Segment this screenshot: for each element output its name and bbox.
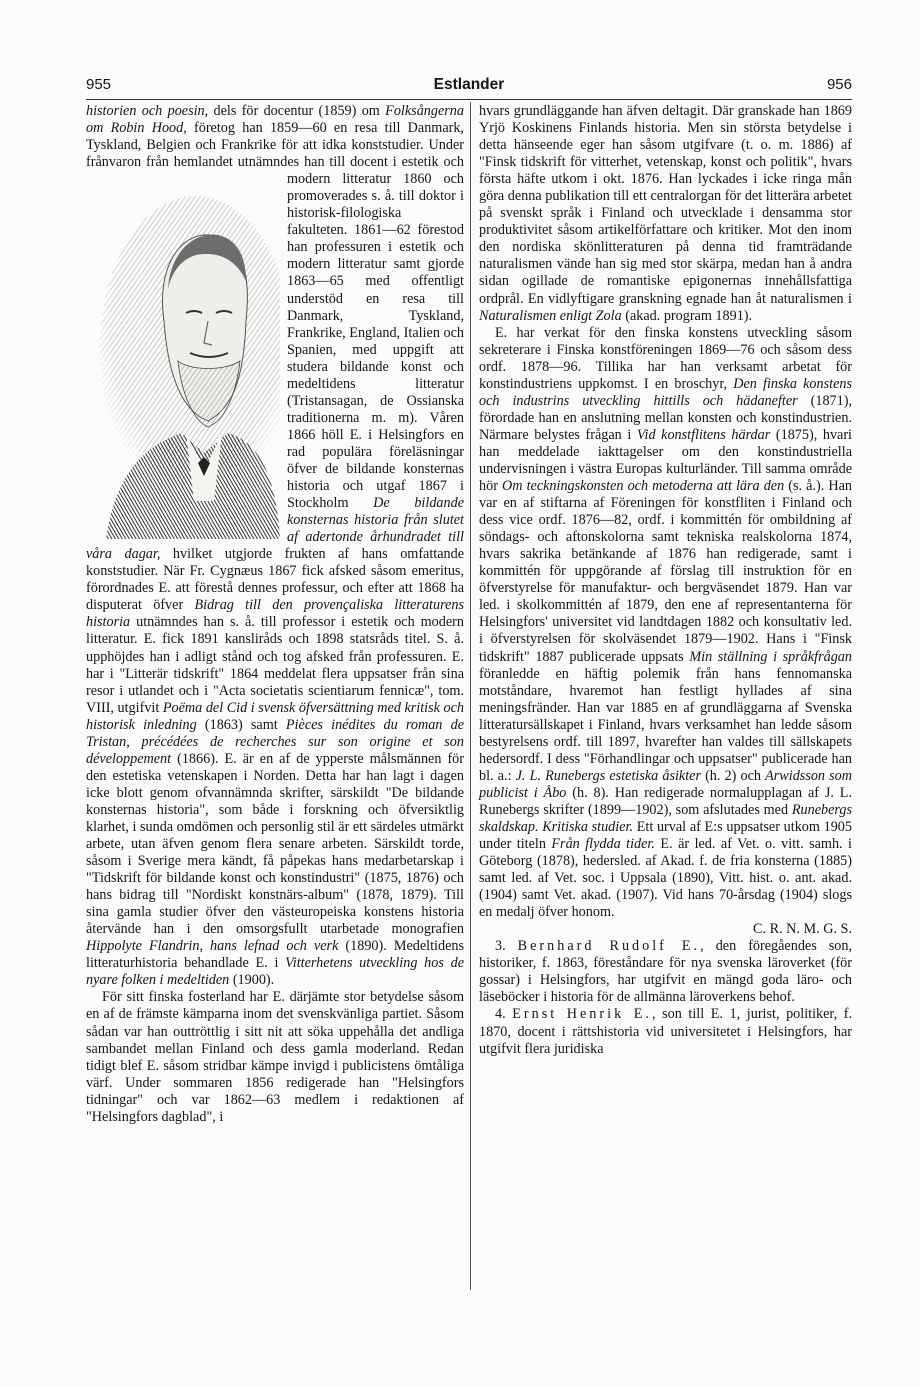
body-text: hvilket utgjorde frukten af hans omfattande konststudier. När Fr. Cygnæus 1867 fick afsked såsom emeritus, förordnades E. att förestå dennes professur, och efter att 1868 ha disputerat öfver	[86, 546, 465, 614]
right-paragraph-4	[479, 1006, 852, 1057]
body-text: (1900).	[229, 972, 275, 989]
body-text: E. har verkat för den finska konstens utveckling såsom sekreterare i Finska konstföreningen 1869—76 och såsom dess ordf. 1878—96. Tillika har han verksamt arbetat för konstindustriens uppkomst. I en broschyr,	[479, 324, 852, 392]
right-column	[479, 103, 852, 1058]
body-text: modern litteratur 1860 och promoverades s. å. till doktor i historisk-filologiska fakulteten. 1861—62 förestod han professuren i estetik och modern litteratur samt gjorde 1863—65 med offentligt understöd en resa till Danmark, Tyskland, Frankrike, England, Italien och Spanien, med uppgift att studera bildande konst och medeltidens litteratur (Tristansagan, de Ossianska traditionerna m. m). Våren 1866 höll E. i Helsingfors en rad populära föreläsningar öfver de bildande konsternas historia och utgaf 1867 i Stockholm	[287, 171, 464, 512]
work-title: Poëma del Cid i svensk öfversättning med kritisk och historisk inledning	[86, 699, 464, 733]
work-title: Om teckningskonsten och metoderna att lära den	[502, 478, 785, 495]
author-signature: C. R. N. M. G. S.	[753, 921, 852, 938]
body-text: (h. 8). Han redigerade normalupplagan af J. L. Runebergs skrifter (1899—1902), som afslutades med	[479, 784, 852, 818]
body-text: (1866). E. är en af de ypperste målsmännen för den estetiska vetenskapen i Norden. Detta har han lagt i dagen icke blott genom ofvannämnda skrifter, särskildt "De bildande konsternas historia", som både i forskning och öfversiktlig klarhet, i sunda omdömen och personlig stil är ett särdeles utmärkt arbete, utan äfven genom flera senare arbeten. Särskildt torde, såsom i Sverige mera kändt, få påpekas hans medarbetarskap i "Tidskrift för bildande konst och konstindustri" (1875, 1876) och hans bidrag till "Nordiskt konstnärs-album" (1878, 1879). Till sina gamla studier öfver den västeuropeiska konstens historia återvände han i den omsorgsfullt utarbetade monografien	[86, 750, 464, 938]
body-text: (1863) samt	[196, 716, 286, 733]
page-number-left: 955	[86, 76, 112, 93]
body-text: (h. 2) och	[700, 767, 766, 784]
left-paragraph-1	[86, 103, 464, 989]
left-paragraph-2: För sitt finska fosterland har E. därjämte stor betydelse såsom en af de främste kämparna inom det svenskvänliga partiet. Såsom sådan var han outtröttlig i sitt nit att söka uppehålla det andliga sambandet mellan Finland och dess gamla moderland. Redan tidigt blef E. såsom stridbar kämpe invigd i publicistens ömtåliga värf. Under sommaren 1856 redigerade han "Helsingfors tidningar" och var 1862—63 medlem i redaktionen af "Helsingfors dagblad", i	[86, 989, 464, 1125]
right-paragraph-3	[479, 938, 852, 1006]
page-title: Estlander	[433, 76, 505, 93]
body-text: (1871), förordade han en anslutning mellan konsten och konstindustrien. Närmare belystes frågan i	[479, 392, 853, 443]
body-text: Ett urval af E:s uppsatser utkom 1905 under titeln	[479, 818, 852, 853]
entry-number: 3.	[495, 938, 518, 955]
body-text: utnämndes han s. å. till professor i estetik och modern litteratur. E. fick 1891 kansliråds och 1898 statsråds titel. S. å. upphöjdes han i adligt stånd och tog afsked från professuren. E. har i "Litterär tidskrift" 1864 meddelat flera uppsatser från sina resor i utlandet och i "Acta societatis scientiarum fennicæ", tom. VIII, utgifvit	[86, 614, 464, 716]
body-text: E. är led. af Vet. o. vitt. samh. i Göteborg (1878), hedersled. af Akad. f. de fria konsterna (1885) samt led. af Vet. soc. i Uppsala (1890), Vitt. hist. o. ant. akad. (1904) samt Vet. akad. (1907). Vid hans 70-årsdag (1904) slogs en medalj öfver honom.	[479, 836, 852, 921]
body-text: (1890). Medeltidens litteraturhistoria behandlade E. i	[86, 938, 464, 972]
page-header	[86, 74, 852, 96]
work-title: Från flydda tider.	[551, 836, 655, 853]
portrait-image	[86, 171, 280, 539]
work-title: Min ställning i språkfrågan	[689, 648, 852, 665]
work-title: Bidrag till den provençaliska litteraturens historia	[86, 597, 464, 631]
left-column	[86, 103, 464, 1126]
body-text: (s. å.). Han var en af stiftarna af Föreningen för konstfliten i Finland och dess vice ordf. 1876—82, ordf. i kommittén för ombildning af söndags- och aftonskolorna samt tekniska realskolorna 1874, hvars sakrika betänkande af 1876 han redigerade, samt i kommittén för uppgörande af förslag till instruktion för en öfverstyrelse för manufaktur- och bergväsendet 1879. Han var led. i skolkommittén af 1879, den ene af representanterna för Helsingfors' universitet vid landtdagen 1882 och konsultativ led. i öfverstyrelsen för skolväsendet 1879—1902. Hans i "Finsk tidskrift" 1887 publicerade uppsats	[479, 478, 853, 665]
page-number-right: 956	[826, 76, 852, 93]
body-text: företog han 1859—60 en resa till Danmark, Tyskland, Belgien och Frankrike för att idka konststudier. Under frånvaron från hemlandet utnämndes han till docent i estetik och	[86, 120, 464, 171]
portrait-engraving	[86, 171, 280, 539]
work-title: Arwidsson som publicist i Åbo	[479, 767, 853, 801]
header-rule	[86, 99, 852, 100]
body-text: hvars grundläggande han äfven deltagit. Där granskade han 1869 Yrjö Koskinens Finlands historia. Men sin största betydelse i detta hänseende eger han såsom utgifvare (t. o. m. 1886) af "Finsk tidskrift för vitterhet, vetenskap, konst och politik", hvars första häfte utkom i okt. 1876. Han lyckades i icke ringa mån göra denna publikation till ett centralorgan för det litterära arbetet på svenskt språk i Finland och utvecklade i densamma stor produktivitet såsom artikelförfattare och kritiker. Mot den inom den nordiska skönlitteraturen på denna tid framträdande naturalismen vände han sig med stor skärpa, medan han å andra sidan ogillade de romantiske epigonernas innehållsfattiga ordprål. En vidlyftigare granskning egnade han åt naturalismen i	[479, 103, 852, 307]
work-title: Vid konstflitens härdar	[636, 426, 771, 443]
work-title: Naturalismen enligt Zola	[479, 307, 622, 324]
entry-name: Ernst Henrik E.	[512, 1006, 652, 1023]
body-text: dels för docentur (1859) om	[208, 103, 386, 119]
work-title: Hippolyte Flandrin, hans lefnad och verk	[86, 938, 339, 955]
work-title: Folksångerna om Robin Hood,	[86, 103, 464, 137]
work-title: Pièces inédites du roman de Tristan, précédées de recherches sur son origine et son développement	[86, 716, 464, 767]
body-text: , son till E. 1, jurist, politiker, f. 1870, docent i rättshistoria vid universitetet i Helsingfors, har utgifvit flera juridiska	[479, 1006, 852, 1057]
right-paragraph-1	[479, 103, 852, 325]
body-text: (1875), hvari han meddelade iakttagelser om den konstindustriella undervisningen i västra Europas kulturländer. Till samma område hör	[479, 426, 852, 495]
body-text: föranledde en häftig polemik från hans fennomanska motståndare, hvaremot han festligt hyllades af sina meningsfränder. Han var 1885 en af grundläggarna af Svenska litteratursällskapet i Finland, hvars verksamhet han ledde såsom bestyrelsens ordf. till 1897, hvarefter han valdes till sällskapets hedersordf. I dess "Förhandlingar och uppsatser" publicerade han bl. a.:	[479, 665, 852, 784]
entry-name: Bernhard Rudolf E.	[517, 938, 701, 955]
work-title: J. L. Runebergs estetiska åsikter	[515, 767, 701, 784]
body-text: , den föregåendes son, historiker, f. 1863, föreståndare för nya svenska läroverket (för gossar) i Helsingfors, har utgifvit en mängd goda läro- och läseböcker i historia för de allmänna läroverkens behof.	[479, 938, 853, 1006]
entry-number: 4.	[495, 1006, 513, 1023]
work-title: De bildande konsternas historia från slutet af adertonde århundradet till våra dagar,	[86, 495, 464, 563]
column-divider	[470, 102, 471, 1290]
right-paragraph-2	[479, 325, 852, 939]
body-text: (akad. program 1891).	[621, 307, 753, 324]
work-title: Den finska konstens och industrins utveckling hittills och hädanefter	[479, 375, 852, 409]
work-title: Runebergs skaldskap. Kritiska studier.	[479, 801, 852, 835]
work-title: historien och poesin,	[86, 103, 209, 119]
work-title: Vitterhetens utveckling hos de nyare folken i medeltiden	[86, 955, 465, 989]
